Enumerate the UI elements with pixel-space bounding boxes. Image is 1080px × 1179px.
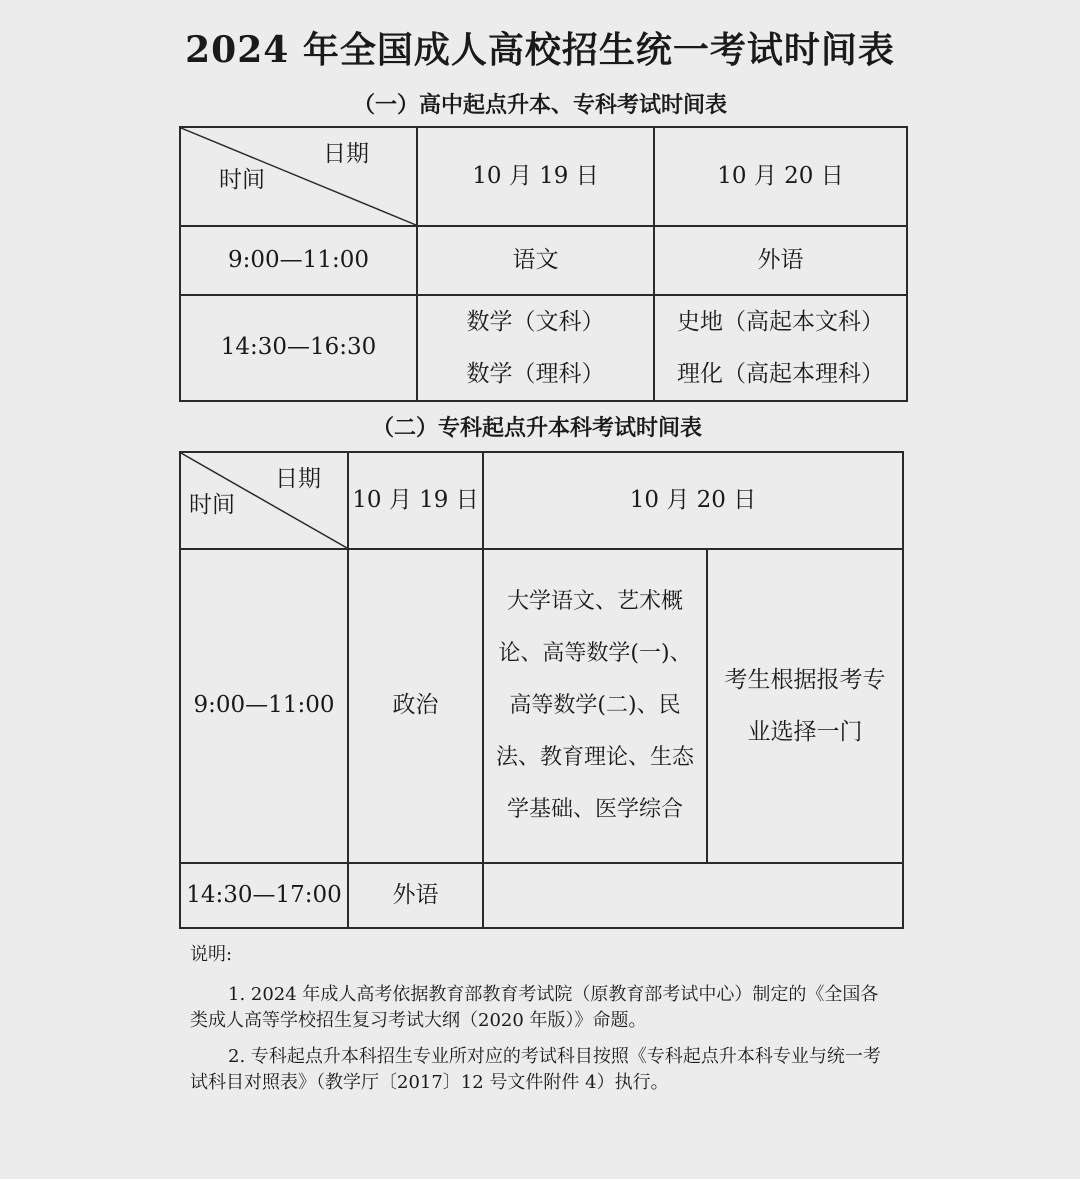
notes-label: 说明: — [190, 944, 233, 965]
section-2-title: （二）专科起点升本科考试时间表 — [371, 416, 702, 441]
page-title: 2024 年全国成人高校招生统一考试时间表 — [185, 29, 895, 71]
schedule-table-2 — [179, 451, 904, 929]
note-item: 1. 2024 年成人高考依据教育部教育考试院（原教育部考试中心）制定的《全国各类成人高等学校招生复习考试大纲（2020 年版）》命题。 — [190, 984, 879, 1031]
time-slot: 14:30—17:00 — [180, 863, 348, 928]
subject-line: 史地（高起本文科） — [677, 309, 884, 335]
section-1-title: （一）高中起点升本、专科考试时间表 — [352, 93, 727, 118]
notes-section — [190, 942, 890, 1106]
note-item: 2. 专科起点升本科招生专业所对应的考试科目按照《专科起点升本科专业与统一考试科目对照表》（教学厅〔2017〕12 号文件附件 4）执行。 — [190, 1046, 881, 1093]
diagonal-line — [181, 128, 416, 225]
time-slot: 14:30—16:30 — [180, 295, 417, 401]
subject-cell: 语文 — [417, 226, 654, 295]
subject-cell: 外语 — [654, 226, 907, 295]
empty-cell — [483, 863, 903, 928]
subject-note-cell: 考生根据报考专业选择一门 — [707, 549, 903, 863]
header-date-label: 日期 — [275, 466, 321, 492]
header-time-label: 时间 — [219, 167, 265, 193]
subject-cell — [654, 295, 907, 401]
subject-cell: 政治 — [348, 549, 483, 863]
subject-line: 理化（高起本理科） — [677, 361, 884, 387]
subject-line: 数学（理科） — [466, 361, 605, 387]
subject-cell: 外语 — [348, 863, 483, 928]
date-header: 10 月 19 日 — [417, 127, 654, 226]
header-diagonal-cell — [180, 127, 417, 226]
header-date-label: 日期 — [323, 141, 369, 167]
subject-line: 数学（文科） — [466, 309, 605, 335]
date-header: 10 月 19 日 — [348, 452, 483, 549]
header-diagonal-cell — [180, 452, 348, 549]
header-time-label: 时间 — [189, 492, 235, 518]
time-slot: 9:00—11:00 — [180, 226, 417, 295]
date-header: 10 月 20 日 — [654, 127, 907, 226]
subject-cell — [417, 295, 654, 401]
schedule-table-1 — [179, 126, 908, 402]
date-header: 10 月 20 日 — [483, 452, 903, 549]
subject-list-cell: 大学语文、艺术概论、高等数学(一)、高等数学(二)、民法、教育理论、生态学基础、医学综合 — [483, 549, 707, 863]
time-slot: 9:00—11:00 — [180, 549, 348, 863]
